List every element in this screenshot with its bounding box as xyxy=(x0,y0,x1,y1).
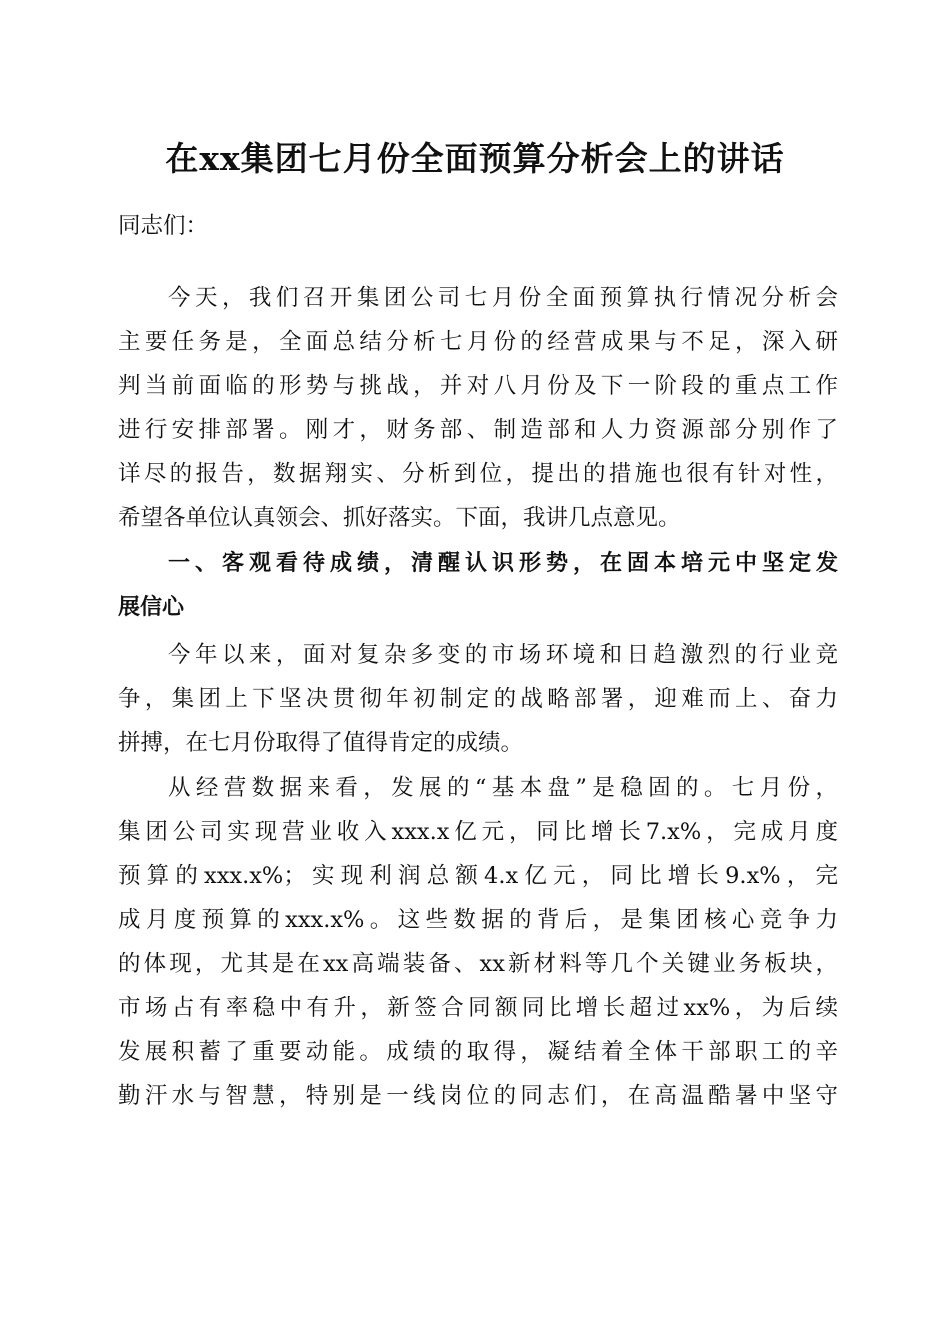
paragraph-line: 市场占有率稳中有升，新签合同额同比增长超过xx%，为后续 xyxy=(118,995,838,1021)
section-heading: 展信心 xyxy=(118,595,185,620)
paragraph-line: 进行安排部署。刚才，财务部、制造部和人力资源部分别作了 xyxy=(118,417,838,443)
paragraph-line: 希望各单位认真领会、抓好落实。下面，我讲几点意见。 xyxy=(118,505,681,531)
section-heading: 一、客观看待成绩，清醒认识形势，在固本培元中坚定发 xyxy=(168,551,838,576)
salutation: 同志们： xyxy=(118,213,209,239)
paragraph-line: 争，集团上下坚决贯彻年初制定的战略部署，迎难而上、奋力 xyxy=(118,686,838,712)
paragraph-line: 主要任务是，全面总结分析七月份的经营成果与不足，深入研 xyxy=(118,329,838,355)
paragraph-line: 集团公司实现营业收入xxx.x亿元，同比增长7.x%，完成月度 xyxy=(118,819,838,845)
paragraph-line: 成月度预算的xxx.x%。这些数据的背后，是集团核心竞争力 xyxy=(118,907,838,933)
paragraph-line: 今年以来，面对复杂多变的市场环境和日趋激烈的行业竞 xyxy=(168,642,838,668)
paragraph-line: 判当前面临的形势与挑战，并对八月份及下一阶段的重点工作 xyxy=(118,373,838,399)
paragraph-line: 今天，我们召开集团公司七月份全面预算执行情况分析会 xyxy=(168,285,838,311)
paragraph-line: 从经营数据来看，发展的“基本盘”是稳固的。七月份， xyxy=(168,775,838,801)
paragraph-line: 勤汗水与智慧，特别是一线岗位的同志们，在高温酷暑中坚守 xyxy=(118,1083,838,1109)
paragraph-line: 拼搏，在七月份取得了值得肯定的成绩。 xyxy=(118,730,524,756)
paragraph-line: 的体现，尤其是在xx高端装备、xx新材料等几个关键业务板块， xyxy=(118,951,838,977)
paragraph-line: 预算的xxx.x%；实现利润总额4.x亿元，同比增长9.x%，完 xyxy=(118,863,838,889)
document-title: 在xx集团七月份全面预算分析会上的讲话 xyxy=(165,139,785,178)
paragraph-line: 详尽的报告，数据翔实、分析到位，提出的措施也很有针对性， xyxy=(118,461,838,487)
paragraph-line: 发展积蓄了重要动能。成绩的取得，凝结着全体干部职工的辛 xyxy=(118,1039,838,1065)
